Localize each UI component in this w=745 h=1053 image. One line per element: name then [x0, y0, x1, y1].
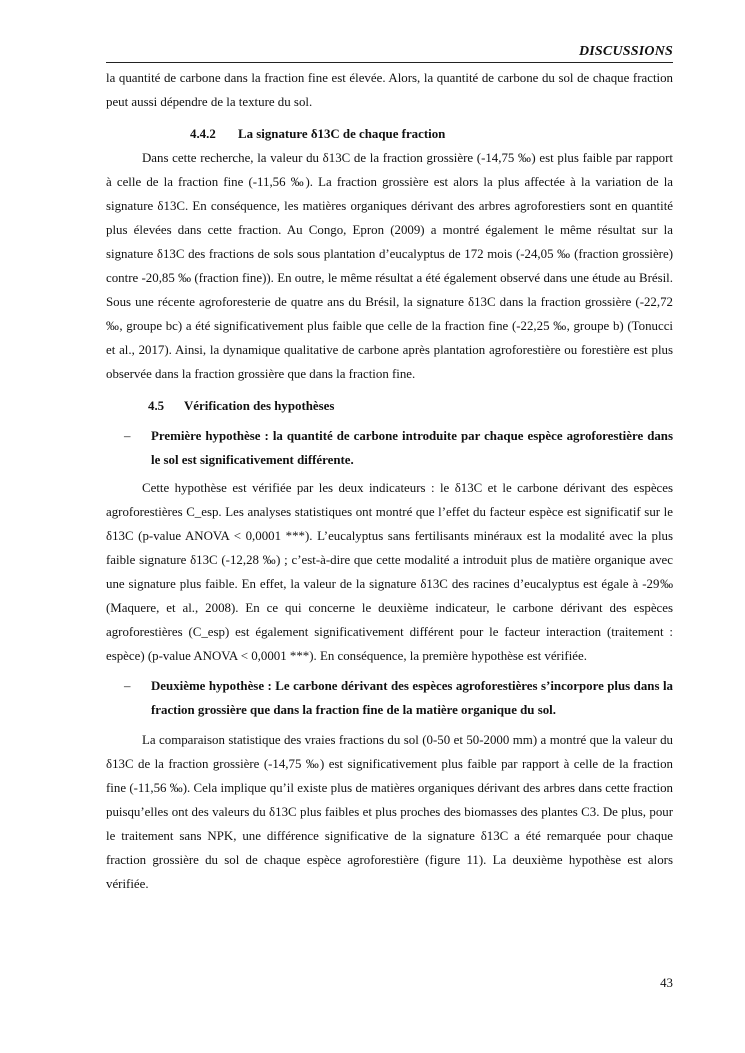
section-heading-4-5 [106, 394, 673, 418]
hypothesis-text: Première hypothèse : la quantité de carbone introduite par chaque espèce agroforestière dans le sol est significativement différente. [151, 429, 673, 467]
paragraph-hypothesis-2: La comparaison statistique des vraies fractions du sol (0-50 et 50-2000 mm) a montré que la valeur du δ13C de la fraction grossière (-14,75 ‰) est significativement plus faible par rapport à celle de la fraction fine (-11,56 ‰). Cela implique qu’il existe plus de matières organiques dérivant des arbres dans cette fraction puisqu’elles ont des valeurs du δ13C plus faibles et plus proches des biomasses des plantes C3. De plus, pour le traitement sans NPK, une différence significative de la signature δ13C a été remarquée pour chaque fraction grossière du sol de chaque espèce agroforestière (figure 11). La deuxième hypothèse est alors vérifiée. [106, 733, 673, 891]
section-title: Vérification des hypothèses [184, 399, 335, 413]
page-body [106, 66, 673, 896]
section-number: 4.5 [148, 399, 165, 413]
list-dash: – [124, 679, 131, 693]
section-title: La signature δ13C de chaque fraction [238, 127, 446, 141]
section-heading-4-4-2 [106, 122, 673, 146]
hypothesis-text: Deuxième hypothèse : Le carbone dérivant des espèces agroforestières s’incorpore plus dans la fraction grossière que dans la fraction fine de la matière organique du sol. [151, 679, 673, 717]
running-header-title: DISCUSSIONS [578, 44, 673, 59]
page-number: 43 [660, 976, 673, 990]
list-dash: – [124, 429, 131, 443]
hypothesis-item-1 [106, 424, 673, 472]
paragraph-signature: Dans cette recherche, la valeur du δ13C de la fraction grossière (-14,75 ‰) est plus faible par rapport à celle de la fraction fine (-11,56 ‰). La fraction grossière est alors la plus affectée à la variation de la signature δ13C. En conséquence, les matières organiques dérivant des arbres agroforestiers sont en quantité plus élevées dans cette fraction. Au Congo, Epron (2009) a montré également le même résultat sur la signature δ13C des fractions de sols sous plantation d’eucalyptus de 172 mois (-24,05 ‰ (fraction grossière) contre -20,85 ‰ (fraction fine)). En outre, le même résultat a été également observé dans une étude au Brésil. Sous une récente agroforesterie de quatre ans du Brésil, la signature δ13C dans la fraction grossière (-22,72 ‰, groupe bc) a été significativement plus faible que celle de la fraction fine (-22,25 ‰, groupe b) (Tonucci et al., 2017). Ainsi, la dynamique qualitative de carbone après plantation agroforestière ou forestière est plus observée dans la fraction grossière que dans la fraction fine. [106, 151, 673, 381]
paragraph-continuation: la quantité de carbone dans la fraction fine est élevée. Alors, la quantité de carbone du sol de chaque fraction peut aussi dépendre de la texture du sol. [106, 71, 673, 109]
section-number: 4.4.2 [190, 127, 216, 141]
header-rule [106, 62, 673, 63]
hypothesis-item-2 [106, 674, 673, 722]
paragraph-hypothesis-1: Cette hypothèse est vérifiée par les deux indicateurs : le δ13C et le carbone dérivant des espèces agroforestières C_esp. Les analyses statistiques ont montré que l’effet du facteur espèce est significatif sur le δ13C (p-value ANOVA < 0,0001 ***). L’eucalyptus sans fertilisants minéraux est la modalité avec la plus faible signature δ13C (-12,28 ‰) ; c’est-à-dire que cette modalité a introduit plus de matière organique avec une signature plus faible. En effet, la valeur de la signature δ13C des racines d’eucalyptus est égale à -29‰ (Maquere, et al., 2008). En ce qui concerne le deuxième indicateur, le carbone dérivant des espèces agroforestières (C_esp) est également significativement différent pour le facteur interaction (traitement : espèce) (p-value ANOVA < 0,0001 ***). En conséquence, la première hypothèse est vérifiée. [106, 481, 673, 663]
